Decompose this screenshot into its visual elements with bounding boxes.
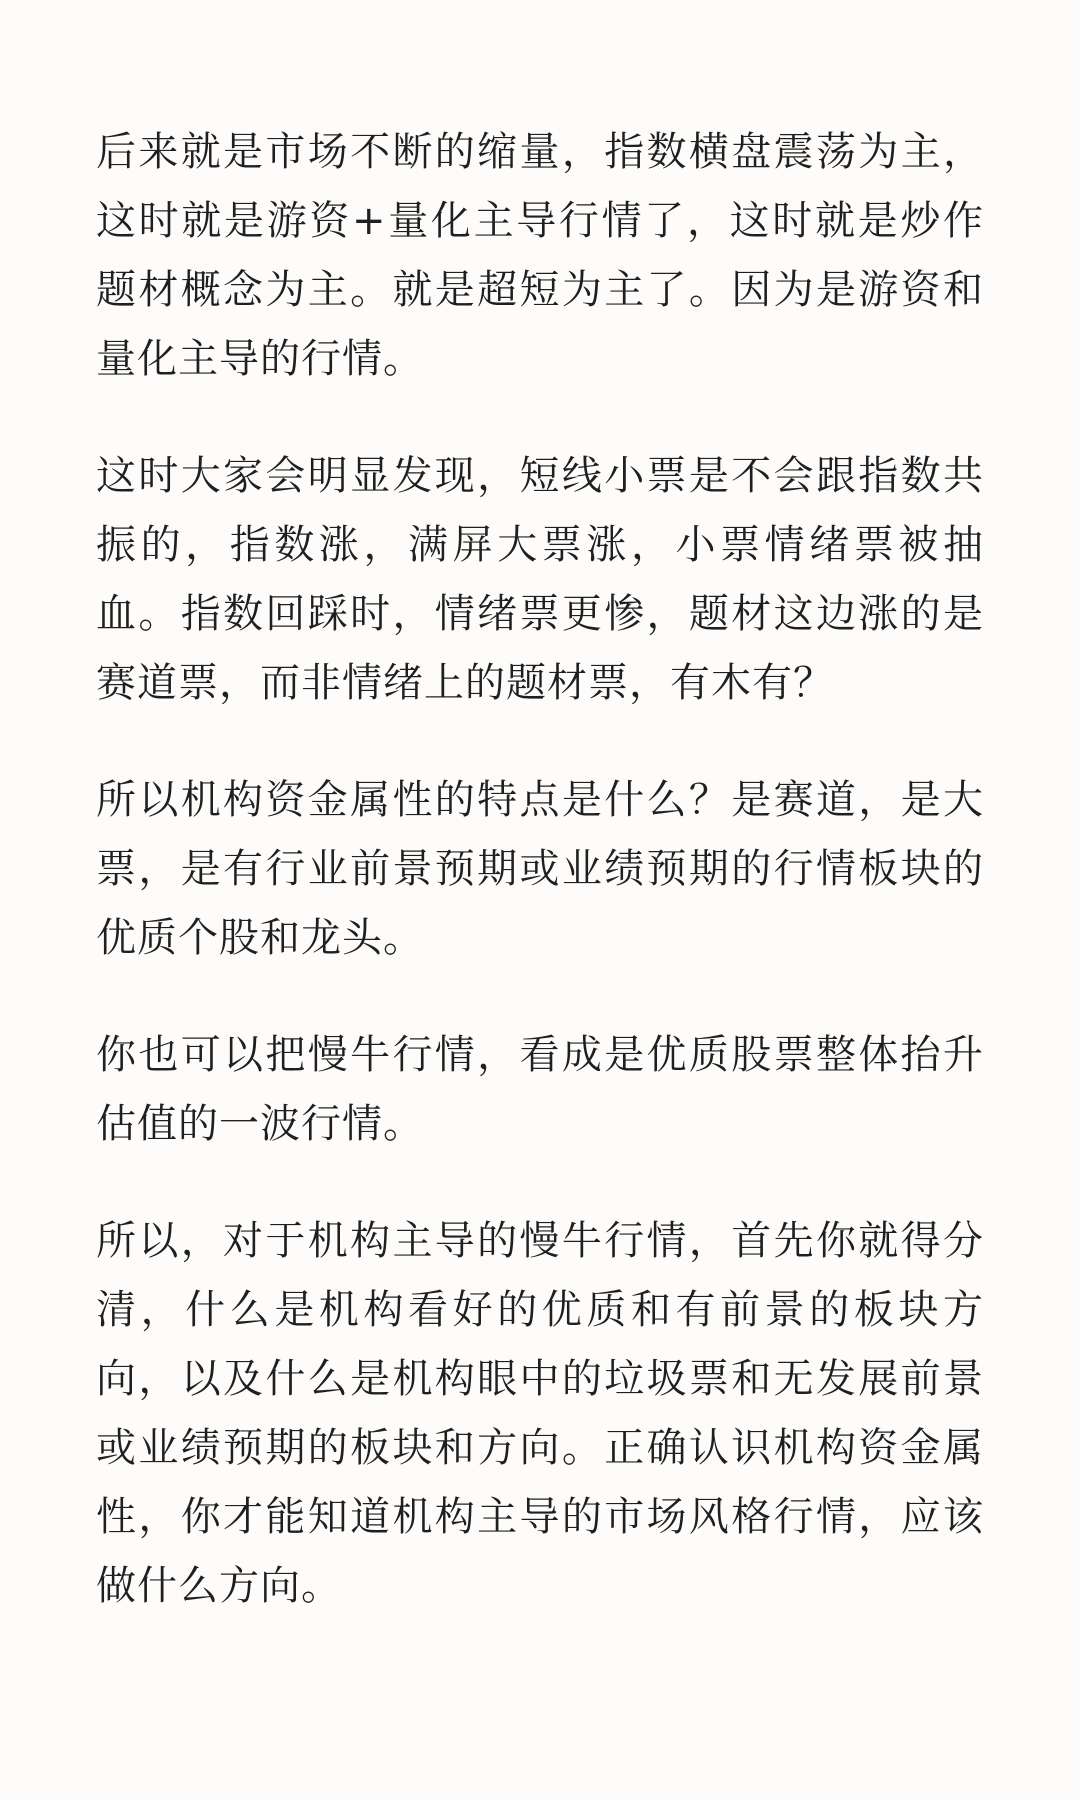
paragraph: 这时大家会明显发现，短线小票是不会跟指数共振的，指数涨，满屏大票涨，小票情绪票被抽血。指数回踩时，情绪票更惨，题材这边涨的是赛道票，而非情绪上的题材票，有木有？ [96,453,984,706]
paragraph: 你也可以把慢牛行情，看成是优质股票整体抬升估值的一波行情。 [96,1032,984,1147]
paragraph: 所以机构资金属性的特点是什么？是赛道，是大票，是有行业前景预期或业绩预期的行情板块的优质个股和龙头。 [96,777,984,961]
paragraph: 所以，对于机构主导的慢牛行情，首先你就得分清，什么是机构看好的优质和有前景的板块方向，以及什么是机构眼中的垃圾票和无发展前景或业绩预期的板块和方向。正确认识机构资金属性，你才能知道机构主导的市场风格行情，应该做什么方向。 [96,1218,984,1609]
paragraph: 后来就是市场不断的缩量，指数横盘震荡为主，这时就是游资+量化主导行情了，这时就是炒作题材概念为主。就是超短为主了。因为是游资和量化主导的行情。 [96,129,984,382]
article-body [96,118,984,1669]
